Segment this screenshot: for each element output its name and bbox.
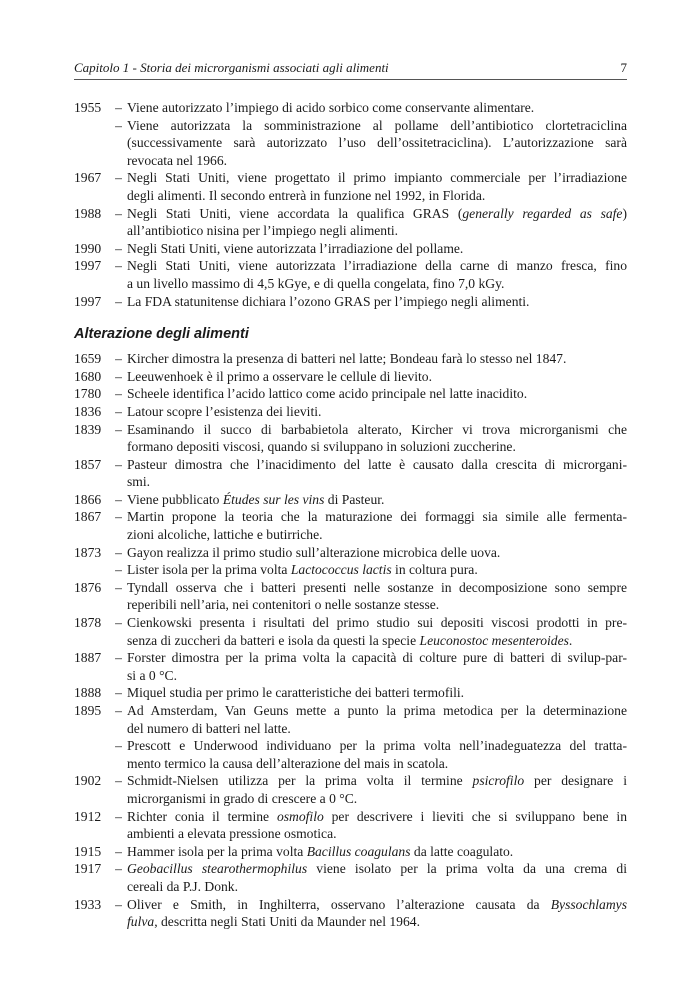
timeline-entry [74,579,627,614]
entry-dash: – [115,544,122,560]
entry-year: 1780 [74,386,102,402]
entry-text [127,99,627,117]
timeline-entry [74,860,627,895]
entry-text [127,205,627,240]
entry-line: Richter conia il termine osmofilo per descrivere i lieviti che si sviluppano bene in [127,808,627,824]
entry-dash: – [115,100,122,115]
entry-text [127,456,627,491]
timeline-entry [74,896,627,931]
entry-line: mento termico la causa dell’alterazione del mais in scatola. [127,755,449,771]
entry-line: si a 0 °C. [127,667,177,683]
entry-year: 1659 [74,351,102,367]
entry-year [74,561,110,579]
timeline-entry [74,491,627,509]
timeline-entry [74,240,627,258]
entry-dash: – [115,579,122,595]
entry-dash: – [115,738,122,754]
timeline-entry [74,403,627,421]
entry-year: 1887 [74,650,102,666]
entry-year: 1990 [74,240,102,256]
entry-line: Latour scopre l’esistenza dei lieviti. [127,403,322,419]
running-header [74,60,627,80]
header-title [74,60,389,76]
entry-line: Scheele identifica l’acido lattico come acido principale nel latte inacidito. [127,386,528,402]
entry-dash: – [115,117,122,133]
timeline-entry [74,368,627,386]
entry-year: 1917 [74,861,102,877]
entry-text [127,896,627,931]
timeline-entry [74,614,627,649]
entry-text [127,169,627,204]
entry-year: 1997 [74,293,102,309]
entry-text [127,421,627,456]
entry-line: ambienti a elevata pressione osmotica. [127,826,337,842]
entry-year [74,117,110,170]
entry-dash: – [115,456,122,472]
entry-year: 1895 [74,703,102,718]
entry-line: all’antibiotico nisina per l’impiego negli alimenti. [127,223,399,239]
entry-year: 1915 [74,843,102,859]
entry-dash: – [115,351,122,367]
entry-line: Negli Stati Uniti, viene autorizzata l’irradiazione della carne di manzo fresca, fino [127,258,627,274]
timeline-list-conservation [74,99,627,310]
entry-line: Miquel studia per primo le caratteristiche dei batteri termofili. [127,685,465,701]
entry-text [127,544,627,562]
timeline-entry [74,508,627,543]
entry-dash: – [115,258,122,274]
entry-text [127,368,627,386]
timeline-entry [74,205,627,240]
entry-year: 1933 [74,896,102,912]
entry-line: Ad Amsterdam, Van Geuns mette a punto la prima metodica per la determinazione [127,703,627,718]
entry-text [127,614,627,649]
timeline-entry [74,737,627,772]
entry-line: Negli Stati Uniti, viene autorizzata l’irradiazione del pollame. [127,240,464,256]
entry-line: Schmidt-Nielsen utilizza per la prima volta il termine psicrofilo per designare i [127,773,627,789]
entry-text [127,702,627,737]
entry-dash: – [115,293,122,309]
timeline-entry [74,117,627,170]
entry-line: cereali da P.J. Donk. [127,878,238,894]
entry-year: 1836 [74,403,102,419]
entry-text [127,561,627,579]
entry-dash: – [115,386,122,402]
entry-dash: – [115,808,122,824]
entry-line: Cienkowski presenta i risultati del primo studio sui depositi viscosi prodotti in pre- [127,615,627,631]
entry-line: Geobacillus stearothermophilus viene isolato per la prima volta da una crema di [127,861,627,877]
entry-line: Kircher dimostra la presenza di batteri nel latte; Bondeau farà lo stesso nel 1847. [127,351,567,367]
entry-year: 1867 [74,509,102,525]
entry-dash: – [115,368,122,384]
entry-line: smi. [127,474,151,490]
entry-line: Esaminando il succo di barbabietola alterato, Kircher vi trova microrganismi che [127,421,627,437]
entry-year: 1839 [74,421,102,437]
entry-dash: – [115,240,122,256]
entry-dash: – [115,650,122,666]
entry-year: 1902 [74,773,102,789]
entry-line: La FDA statunitense dichiara l’ozono GRAS per l’impiego negli alimenti. [127,293,530,309]
timeline-entry [74,456,627,491]
entry-line: microrganismi in grado di crescere a 0 °C. [127,790,358,806]
entry-line: Viene autorizzata la somministrazione al pollame dell’antibiotico clortetraciclina [127,117,627,133]
entry-text [127,350,627,368]
entry-text [127,772,627,807]
entry-line: Leeuwenhoek è il primo a osservare le cellule di lievito. [127,368,432,384]
timeline-entry [74,808,627,843]
entry-text [127,240,627,258]
header-separator: - [132,60,137,75]
entry-line: senza di zuccheri da batteri e isola da questi la specie Leuconostoc mesenteroides. [127,632,573,648]
entry-text [127,684,627,702]
entry-text [127,508,627,543]
entry-line: formano depositi viscosi, quando si sviluppano in soluzioni zuccherine. [127,439,516,455]
entry-line: reperibili nell’aria, nei contenitori o nelle sostanze stesse. [127,597,440,613]
entry-text [127,385,627,403]
page-number: 7 [620,60,627,75]
entry-line: Negli Stati Uniti, viene accordata la qualifica GRAS (generally regarded as safe) [127,205,627,221]
entry-line: Lister isola per la prima volta Lactococcus lactis in coltura pura. [127,562,478,578]
entry-line: Pasteur dimostra che l’inacidimento del latte è causato dalla crescita di microrgani- [127,456,627,472]
timeline-entry [74,293,627,311]
entry-line: Prescott e Underwood individuano per la prima volta nell’inadeguatezza del tratta- [127,738,627,754]
page-content [74,99,627,931]
timeline-entry [74,561,627,579]
timeline-entry [74,421,627,456]
entry-line: Viene autorizzato l’impiego di acido sorbico come conservante alimentare. [127,100,535,115]
entry-line: Oliver e Smith, in Inghilterra, osservano l’alterazione causata da Byssochlamys [127,896,627,912]
entry-year: 1955 [74,100,102,115]
entry-line: revocata nel 1966. [127,152,228,168]
entry-year [74,737,110,772]
timeline-entry [74,350,627,368]
entry-dash: – [115,421,122,437]
entry-text [127,808,627,843]
section-title: Alterazione degli alimenti [74,326,249,343]
entry-line: Negli Stati Uniti, viene progettato il primo impianto commerciale per l’irradiazione [127,170,627,186]
timeline-list-alteration [74,350,627,931]
timeline-entry [74,772,627,807]
entry-dash: – [115,205,122,221]
entry-year: 1912 [74,808,102,824]
entry-year: 1988 [74,205,102,221]
timeline-entry [74,843,627,861]
entry-year: 1876 [74,579,102,595]
entry-text [127,117,627,170]
timeline-entry [74,702,627,737]
entry-dash: – [115,896,122,912]
timeline-entry [74,257,627,292]
entry-dash: – [115,861,122,877]
entry-dash: – [115,773,122,789]
entry-year: 1680 [74,368,102,384]
entry-text [127,737,627,772]
timeline-entry [74,169,627,204]
entry-dash: – [115,170,122,186]
entry-year: 1967 [74,170,102,186]
entry-line: Forster dimostra per la prima volta la capacità di colture pure di batteri di svilup-par- [127,650,627,666]
timeline-entry [74,99,627,117]
chapter-title: Storia dei microrganismi associati agli alimenti [140,60,389,75]
chapter-label: Capitolo 1 [74,60,130,75]
entry-line: Hammer isola per la prima volta Bacillus coagulans da latte coagulato. [127,843,514,859]
entry-year: 1857 [74,456,102,472]
entry-year: 1873 [74,544,102,560]
entry-text [127,257,627,292]
entry-line: fulva, descritta negli Stati Uniti da Maunder nel 1964. [127,914,420,930]
entry-dash: – [115,562,122,578]
entry-dash: – [115,509,122,525]
entry-line: Viene pubblicato Études sur les vins di Pasteur. [127,491,385,507]
entry-text [127,649,627,684]
entry-text [127,293,627,311]
entry-year: 1878 [74,615,102,631]
entry-dash: – [115,491,122,507]
entry-dash: – [115,685,122,701]
entry-line: degli alimenti. Il secondo entrerà in funzione nel 1992, in Florida. [127,187,486,203]
timeline-entry [74,544,627,562]
entry-year: 1997 [74,258,102,274]
entry-text [127,403,627,421]
entry-text [127,860,627,895]
entry-line: Gayon realizza il primo studio sull’alterazione microbica delle uova. [127,544,501,560]
entry-dash: – [115,403,122,419]
entry-line: a un livello massimo di 4,5 kGye, e di quella congelata, fino 7,0 kGy. [127,275,505,291]
entry-dash: – [115,615,122,631]
entry-line: Martin propone la teoria che la maturazione dei formaggi sia simile alle fermenta- [127,509,627,525]
entry-year: 1888 [74,685,102,701]
entry-line: del numero di batteri nel latte. [127,720,291,736]
entry-text [127,579,627,614]
timeline-entry [74,684,627,702]
entry-text [127,843,627,861]
entry-dash: – [115,843,122,859]
entry-text [127,491,627,509]
entry-line: Tyndall osserva che i batteri presenti nelle sostanze in decomposizione sono sempre [127,579,627,595]
entry-dash: – [115,703,122,718]
timeline-entry [74,649,627,684]
entry-year: 1866 [74,491,102,507]
entry-line: zioni alcoliche, lattiche e butirriche. [127,527,323,543]
timeline-entry [74,385,627,403]
entry-line: (successivamente sarà autorizzato l’uso dell’ossitetraciclina). L’autorizzazione sarà [127,135,627,151]
